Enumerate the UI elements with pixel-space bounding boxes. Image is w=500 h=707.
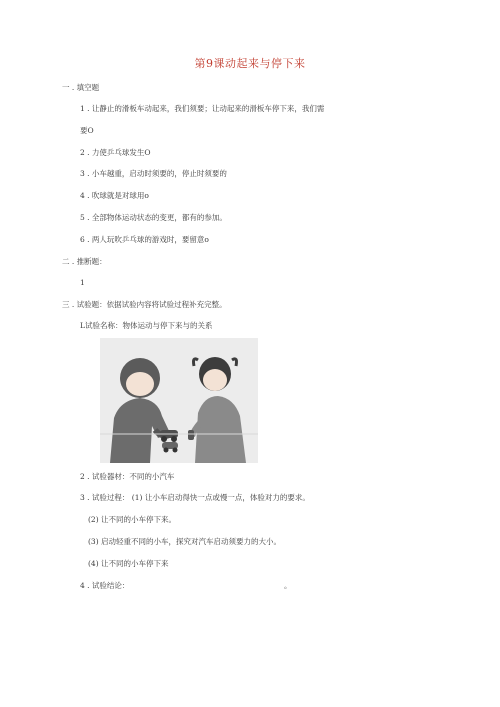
illustration-drawing: [100, 338, 258, 463]
question-4: 4 . 吹球就是对球用o: [80, 191, 149, 200]
question-6: 6 . 两人玩吹乒乓球的游戏时，要留意o: [80, 235, 209, 244]
section-1-heading: 一 . 填空题: [62, 83, 100, 92]
experiment-name: L试验名称：物体运动与停下来与的关系: [80, 321, 213, 330]
conclusion-period: 。: [284, 581, 292, 590]
page-title: 第9课动起来与停下来: [194, 57, 306, 70]
process-step-4: (4) 让不同的小车停下来: [88, 559, 169, 568]
question-2: 2 . 力使乒乓球发生O: [80, 148, 151, 157]
section-2-heading: 二 . 推断题：: [62, 257, 107, 266]
process-step-3: (3) 启动轻重不同的小车，探究对汽车启动须要力的大小。: [88, 537, 282, 546]
question-3: 3 . 小车越重，启动时须要的，停止时须要的: [80, 169, 227, 178]
experiment-materials: 2 . 试验器材：不同的小汽车: [80, 472, 175, 481]
experiment-process: 3 . 试验过程： (1) 让小车启动得快一点或慢一点，体验对力的要求。: [80, 493, 310, 502]
process-step-2: (2) 让不同的小车停下来。: [88, 515, 177, 524]
judgement-item-1: 1: [80, 278, 85, 287]
question-5: 5 . 全部物体运动状态的变更，都有的参加。: [80, 213, 227, 222]
experiment-conclusion: 4 . 试验结论：: [80, 581, 130, 590]
question-1: 1 . 让静止的滑板车动起来，我们须要；让动起来的滑板车停下来，我们需: [80, 104, 325, 113]
section-3-heading: 三 . 试验题：依据试验内容将试验过程补充完整。: [62, 300, 227, 309]
children-toy-cars-illustration: [100, 338, 258, 463]
question-1-continued: 要O: [80, 126, 94, 135]
